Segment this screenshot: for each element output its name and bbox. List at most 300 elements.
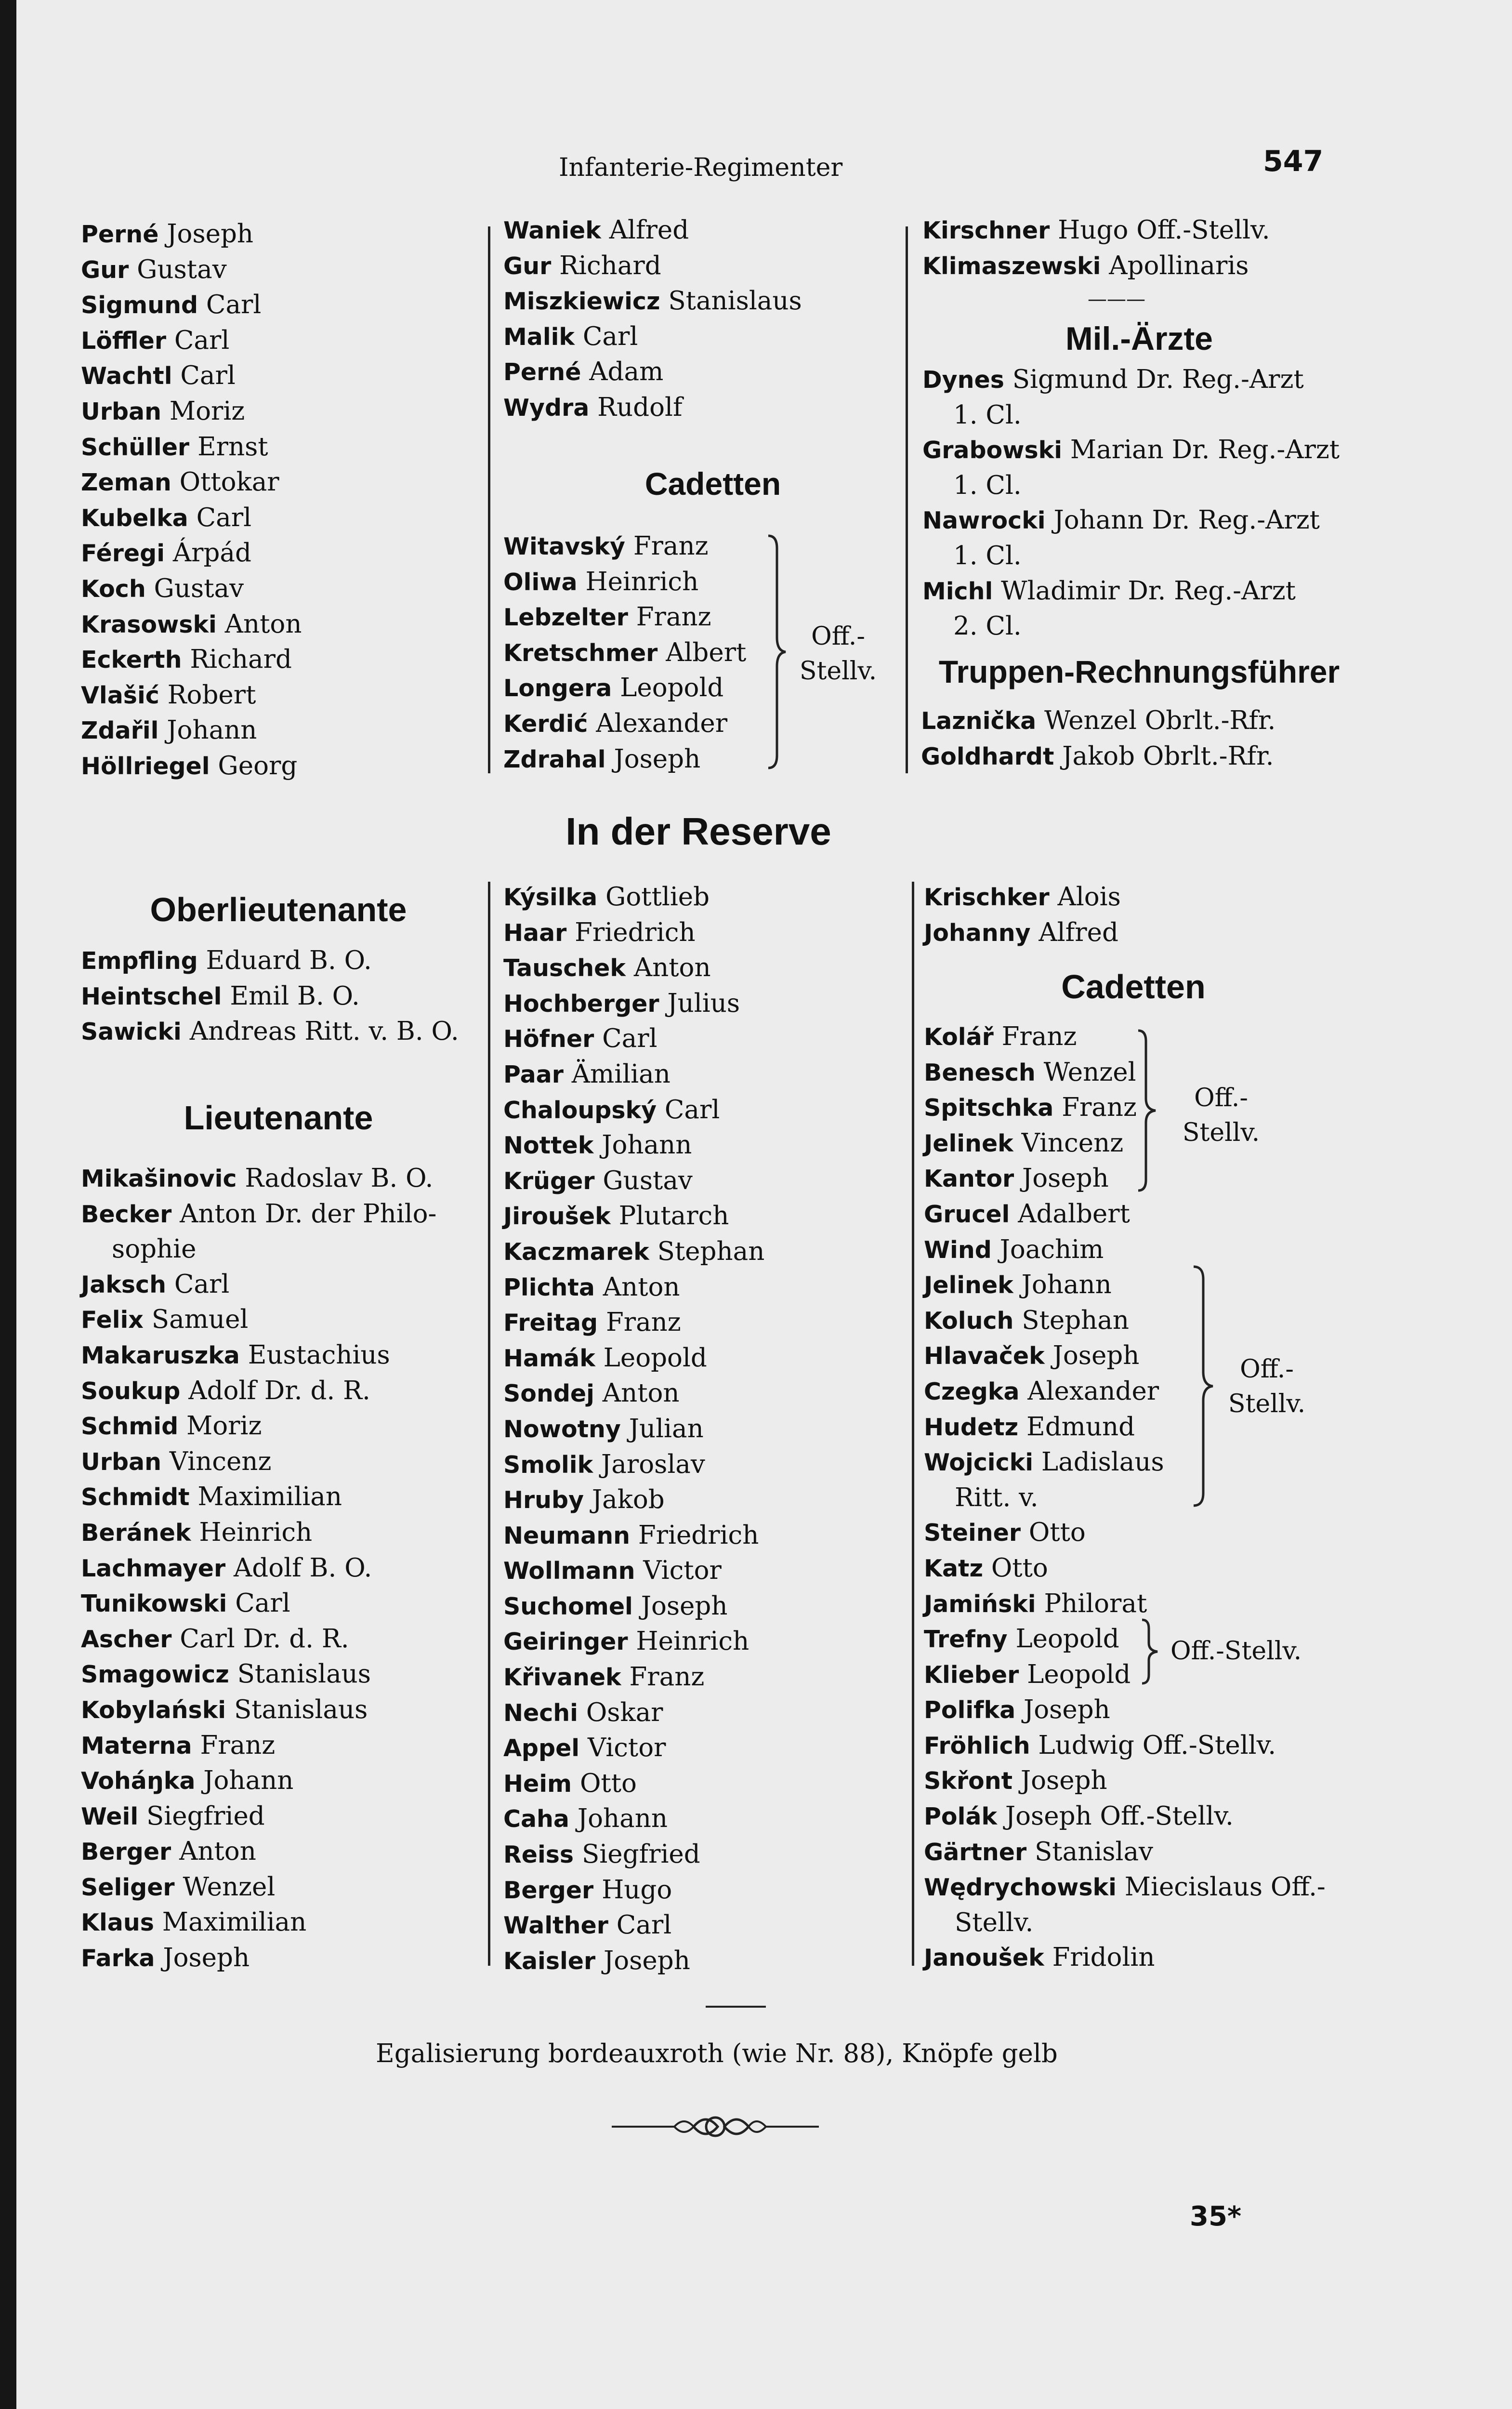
given-name-detail: Stanislaus (660, 286, 802, 316)
given-name-detail: Vincenz (161, 1446, 272, 1476)
surname: Berger (81, 1838, 171, 1866)
reserve-cadetten-list (924, 1019, 1326, 1976)
surname: Nowotny (503, 1415, 621, 1443)
given-name-detail: Ludwig Off.-Stellv. (1030, 1730, 1276, 1760)
given-name-detail: Ritt. v. (955, 1482, 1039, 1512)
given-name-detail: Otto (983, 1553, 1048, 1583)
given-name-detail: Rudolf (589, 392, 683, 422)
list-item (922, 213, 1270, 249)
surname: Seliger (81, 1873, 175, 1901)
surname: Klieber (924, 1661, 1019, 1689)
list-item (924, 1906, 1326, 1941)
given-name-detail: Jaroslav (593, 1449, 705, 1479)
surname: Spitschka (924, 1094, 1054, 1122)
surname: Křivanek (503, 1664, 621, 1692)
list-item (81, 358, 302, 394)
list-item (81, 1693, 436, 1728)
surname: Malik (503, 323, 575, 351)
given-name-detail: Ladislaus (1033, 1447, 1164, 1477)
given-name-detail: Eduard B. O. (197, 946, 372, 975)
given-name-detail: Hugo Off.-Stellv. (1050, 215, 1270, 245)
list-item (924, 1940, 1326, 1976)
list-item (924, 1019, 1326, 1055)
given-name-detail: Leopold (595, 1343, 707, 1373)
footer-rule (706, 2006, 766, 2008)
rechnungsfuehrer-heading: Truppen-Rechnungsführer (938, 654, 1340, 689)
surname: Gur (81, 256, 129, 284)
given-name-detail: Wladimir Dr. Reg.-Arzt (993, 576, 1296, 606)
list-item (503, 319, 802, 355)
list-item (922, 468, 1340, 503)
surname: Steiner (924, 1519, 1021, 1547)
given-name-detail: Siegfried (574, 1840, 700, 1869)
list-item (921, 739, 1275, 775)
given-name-detail: Gustav (129, 254, 227, 284)
given-name-detail: Siegfried (138, 1801, 265, 1831)
list-item (503, 1305, 764, 1341)
lieutenante-list (81, 1161, 436, 1976)
given-name-detail: Maximilian (154, 1907, 307, 1937)
list-item (924, 1551, 1326, 1587)
list-item (81, 749, 302, 784)
surname: Polák (924, 1803, 998, 1831)
list-item (81, 1161, 436, 1197)
active-column-2 (503, 213, 802, 426)
surname: Longera (503, 675, 612, 702)
active-column-1 (81, 217, 302, 784)
list-item (924, 1268, 1326, 1303)
given-name-detail: Joseph (632, 1591, 728, 1621)
list-item (503, 1873, 764, 1908)
surname: Koluch (924, 1307, 1014, 1335)
list-item (503, 1447, 764, 1483)
given-name-detail: Oskar (578, 1697, 663, 1727)
given-name-detail: Joachim (991, 1234, 1104, 1264)
given-name-detail: Alexander (1019, 1376, 1159, 1406)
brace-icon (763, 534, 792, 770)
given-name-detail: Ottokar (171, 467, 279, 497)
surname: Farka (81, 1945, 155, 1972)
given-name-detail: Eustachius (239, 1340, 390, 1370)
given-name-detail: Joseph (1014, 1164, 1109, 1193)
surname: Soukup (81, 1377, 181, 1405)
surname: Hamák (503, 1344, 595, 1372)
given-name-detail: Johann (569, 1804, 668, 1834)
surname: Waniek (503, 217, 601, 244)
surname: Laznička (921, 707, 1037, 735)
reserve-cadetten-heading: Cadetten (1061, 968, 1206, 1006)
list-item (81, 713, 302, 749)
surname: Reiss (503, 1841, 574, 1869)
surname: Schüller (81, 433, 190, 461)
surname: Zdrahal (503, 745, 606, 773)
surname: Féregi (81, 540, 165, 568)
list-item (81, 1941, 436, 1976)
given-name-detail: Joseph (595, 1946, 690, 1975)
list-item (503, 390, 802, 426)
given-name-detail: sophie (112, 1234, 197, 1264)
list-item (81, 394, 302, 430)
given-name-detail: Richard (551, 251, 661, 280)
given-name-detail: Carl (188, 503, 252, 532)
list-item (81, 1515, 436, 1551)
list-item (81, 1799, 436, 1835)
oberlieutenante-heading: Oberlieutenante (150, 891, 407, 928)
brace-icon (1134, 1029, 1163, 1192)
aerzte-list (922, 362, 1340, 644)
surname: Kýsilka (503, 884, 598, 911)
list-item (503, 1908, 764, 1944)
surname: Schmid (81, 1413, 179, 1441)
given-name-detail: Anton (216, 609, 302, 639)
given-name-detail: Adalbert (1010, 1199, 1130, 1229)
given-name-detail: Carl (172, 361, 236, 391)
list-item (922, 503, 1340, 539)
list-item (922, 539, 1340, 574)
list-item (503, 742, 746, 778)
given-name-detail: Franz (621, 1662, 705, 1692)
given-name-detail: Carl (575, 321, 638, 351)
list-item (924, 1728, 1326, 1764)
surname: Wind (924, 1236, 992, 1264)
list-item (503, 706, 746, 742)
surname: Miszkiewicz (503, 288, 660, 316)
surname: Wojcicki (924, 1449, 1034, 1477)
list-item (81, 1905, 436, 1941)
surname: Höfner (503, 1025, 594, 1053)
given-name-detail: Carl Dr. d. R. (171, 1624, 349, 1654)
surname: Kerdić (503, 710, 588, 738)
list-item (924, 1232, 1326, 1268)
surname: Chaloupský (503, 1096, 657, 1124)
list-item (81, 1014, 459, 1050)
given-name-detail: Stanislaus (229, 1659, 371, 1689)
list-item (503, 915, 764, 951)
list-item (81, 252, 302, 288)
surname: Krüger (503, 1167, 595, 1195)
list-item (81, 465, 302, 501)
list-item (81, 1409, 436, 1444)
given-name-detail: Sigmund Dr. Reg.-Arzt (1004, 365, 1304, 394)
given-name-detail: 1. Cl. (953, 541, 1022, 570)
surname: Perné (81, 221, 159, 248)
surname: Suchomel (503, 1592, 633, 1620)
signature-mark: 35* (1190, 2201, 1242, 2232)
surname: Czegka (924, 1377, 1020, 1405)
egalisierung-note: Egalisierung bordeauxroth (wie Nr. 88), Knöpfe gelb (376, 2039, 1058, 2068)
given-name-detail: Apollinaris (1101, 251, 1249, 280)
given-name-detail: Richard (182, 645, 292, 675)
surname: Janoušek (924, 1944, 1044, 1972)
list-item (81, 1232, 436, 1267)
running-head: Infanterie-Regimenter (559, 153, 843, 182)
list-item (81, 430, 302, 465)
list-item (503, 1624, 764, 1660)
surname: Heim (503, 1770, 572, 1798)
given-name-detail: Franz (993, 1022, 1077, 1051)
list-item (922, 362, 1340, 398)
list-item (924, 915, 1121, 951)
list-item (924, 1161, 1326, 1197)
list-item (503, 880, 764, 915)
list-item (81, 323, 302, 359)
given-name-detail: Franz (628, 602, 711, 632)
surname: Wędrychowski (924, 1874, 1117, 1902)
given-name-detail: Moriz (161, 396, 245, 426)
list-item (924, 1303, 1326, 1339)
list-item (81, 1551, 436, 1587)
reserve-column-3-top (924, 880, 1121, 951)
list-item (81, 678, 302, 714)
list-item (503, 1801, 764, 1837)
given-name-detail: Otto (1021, 1518, 1086, 1548)
surname: Weil (81, 1802, 139, 1830)
given-name-detail: Friedrich (566, 917, 696, 947)
given-name-detail: Johann Dr. Reg.-Arzt (1045, 505, 1320, 535)
given-name-detail: Victor (635, 1556, 722, 1586)
given-name-detail: Anton Dr. der Philo- (171, 1199, 437, 1229)
column-rule (488, 226, 490, 773)
list-item (81, 501, 302, 536)
given-name-detail: Joseph (155, 1943, 250, 1973)
list-item (503, 1057, 764, 1093)
given-name-detail: Árpád (165, 538, 251, 568)
surname: Johanny (924, 919, 1031, 947)
off-stellv-label: Off.-Stellv. (1170, 1637, 1302, 1666)
surname: Witavský (503, 533, 625, 560)
surname: Berger (503, 1876, 594, 1904)
given-name-detail: Gottlieb (597, 882, 710, 912)
given-name-detail: Victor (579, 1733, 666, 1763)
given-name-detail: Leopold (1007, 1624, 1119, 1654)
surname: Jelinek (924, 1129, 1013, 1157)
list-item (503, 600, 746, 635)
surname: Smolik (503, 1451, 593, 1479)
given-name-detail: Heinrich (191, 1517, 313, 1547)
list-item (81, 288, 302, 323)
given-name-detail: Anton (171, 1837, 256, 1866)
surname: Makaruszka (81, 1341, 240, 1369)
given-name-detail: Ernst (189, 432, 268, 462)
list-item (924, 1693, 1326, 1728)
surname: Nechi (503, 1699, 578, 1727)
given-name-detail: Moriz (178, 1411, 262, 1441)
given-name-detail: Wenzel (174, 1872, 276, 1902)
list-item (503, 1837, 764, 1873)
surname: Hudetz (924, 1413, 1019, 1441)
surname: Freitag (503, 1309, 598, 1337)
list-item (81, 1657, 436, 1693)
page-number: 547 (1263, 145, 1324, 178)
surname: Tunikowski (81, 1590, 227, 1618)
given-name-detail: Stephan (1013, 1305, 1130, 1335)
surname: Gur (503, 252, 552, 280)
given-name-detail: Ämilian (563, 1059, 671, 1089)
list-item (503, 284, 802, 319)
surname: Becker (81, 1200, 172, 1228)
list-item (503, 1128, 764, 1164)
surname: Wachtl (81, 362, 172, 390)
given-name-detail: Emil B. O. (222, 981, 360, 1011)
surname: Urban (81, 397, 161, 425)
given-name-detail: Philorat (1036, 1588, 1147, 1618)
list-item (503, 355, 802, 390)
surname: Sondej (503, 1380, 594, 1408)
given-name-detail: Carl (198, 290, 262, 320)
off-stellv-label: Off.- Stellv. (799, 622, 877, 686)
list-item (503, 1660, 764, 1695)
reserve-heading: In der Reserve (565, 810, 831, 853)
surname: Klimaszewski (922, 252, 1101, 280)
surname: Goldhardt (921, 742, 1054, 770)
surname: Schmidt (81, 1483, 190, 1511)
surname: Trefny (924, 1626, 1008, 1654)
surname: Geiringer (503, 1628, 628, 1656)
given-name-detail: Plutarch (610, 1201, 729, 1231)
given-name-detail: 1. Cl. (953, 470, 1022, 500)
surname: Plichta (503, 1273, 595, 1301)
list-item (503, 1270, 764, 1306)
given-name-detail: Anton (594, 1272, 680, 1302)
surname: Dynes (922, 366, 1004, 394)
given-name-detail: Friedrich (630, 1520, 759, 1550)
off-stellv-label: Off.- Stellv. (1228, 1355, 1306, 1418)
surname: Vlašić (81, 681, 159, 709)
given-name-detail: Johann (158, 715, 257, 745)
surname: Beránek (81, 1519, 191, 1547)
surname: Lebzelter (503, 604, 628, 632)
given-name-detail: Carl (166, 1269, 230, 1299)
given-name-detail: Leopold (612, 673, 724, 703)
given-name-detail: 1. Cl. (953, 400, 1022, 430)
given-name-detail: Adolf B. O. (225, 1553, 372, 1583)
surname: Klaus (81, 1909, 154, 1937)
given-name-detail: Carl (166, 325, 230, 355)
list-item (503, 1553, 764, 1589)
given-name-detail: Maximilian (189, 1482, 342, 1512)
list-item (503, 565, 746, 600)
given-name-detail: Franz (1053, 1093, 1137, 1123)
list-item (81, 607, 302, 643)
given-name-detail: Anton (594, 1378, 680, 1408)
list-item (81, 1763, 436, 1799)
given-name-detail: Wenzel Obrlt.-Rfr. (1036, 706, 1276, 735)
surname: Jiroušek (503, 1203, 611, 1231)
surname: Zeman (81, 469, 171, 497)
surname: Krischker (924, 884, 1050, 911)
surname: Ascher (81, 1625, 172, 1653)
list-item (503, 1021, 764, 1057)
surname: Koch (81, 575, 146, 603)
given-name-detail: Gustav (145, 573, 244, 603)
list-item (81, 536, 302, 571)
list-item (922, 249, 1270, 284)
surname: Katz (924, 1554, 983, 1582)
given-name-detail: Franz (625, 531, 709, 561)
given-name-detail: Franz (598, 1308, 681, 1337)
given-name-detail: Hugo (593, 1875, 672, 1905)
surname: Zdařil (81, 717, 159, 745)
list-item (503, 1766, 764, 1802)
list-item (503, 1944, 764, 1979)
surname: Perné (503, 358, 581, 386)
column-3-top (922, 213, 1270, 284)
list-item (503, 1518, 764, 1554)
surname: Kantor (924, 1165, 1014, 1193)
separator-dash: ——— (1088, 288, 1145, 310)
list-item (922, 398, 1340, 433)
given-name-detail: Stanislav (1026, 1837, 1153, 1866)
surname: Kaisler (503, 1947, 596, 1975)
given-name-detail: Johann (195, 1766, 294, 1796)
surname: Löffler (81, 327, 166, 355)
given-name-detail: Wenzel (1035, 1057, 1136, 1087)
list-item (503, 213, 802, 249)
column-rule (912, 882, 914, 1966)
surname: Voháŋka (81, 1767, 196, 1795)
reserve-column-2 (503, 880, 764, 1979)
given-name-detail: Georg (210, 751, 298, 781)
surname: Mikašinovic (81, 1165, 237, 1192)
surname: Fröhlich (924, 1732, 1030, 1760)
surname: Grabowski (922, 437, 1063, 464)
given-name-detail: Robert (159, 680, 256, 710)
surname: Kolář (924, 1023, 994, 1051)
list-item (81, 1480, 436, 1515)
surname: Michl (922, 577, 993, 605)
given-name-detail: Alfred (1030, 917, 1118, 947)
surname: Polifka (924, 1696, 1016, 1724)
list-item (81, 1834, 436, 1870)
surname: Heintschel (81, 982, 222, 1010)
list-item (924, 880, 1121, 915)
list-item (922, 609, 1340, 644)
brace-icon (1139, 1618, 1163, 1685)
cadetten-list (503, 529, 746, 777)
list-item (81, 1197, 436, 1232)
given-name-detail: Albert (657, 637, 747, 667)
list-item (924, 1587, 1326, 1622)
surname: Kobylański (81, 1696, 226, 1724)
surname: Oliwa (503, 568, 578, 596)
given-name-detail: Adam (581, 357, 664, 387)
surname: Smagowicz (81, 1661, 229, 1689)
given-name-detail: Joseph Off.-Stellv. (997, 1801, 1234, 1831)
given-name-detail: Jakob (584, 1485, 665, 1515)
list-item (81, 1870, 436, 1906)
list-item (81, 1622, 436, 1657)
surname: Jaksch (81, 1271, 166, 1298)
given-name-detail: 2. Cl. (953, 611, 1022, 641)
given-name-detail: Carl (657, 1095, 720, 1125)
surname: Wydra (503, 394, 590, 422)
surname: Kubelka (81, 504, 188, 532)
surname: Benesch (924, 1059, 1036, 1086)
surname: Sigmund (81, 291, 198, 319)
list-item (924, 1799, 1326, 1835)
given-name-detail: Edmund (1018, 1412, 1135, 1442)
given-name-detail: Julian (620, 1414, 704, 1443)
surname: Gärtner (924, 1838, 1027, 1866)
list-item (81, 1586, 436, 1622)
given-name-detail: Alexander (588, 708, 728, 738)
surname: Eckerth (81, 646, 182, 674)
surname: Felix (81, 1306, 144, 1334)
surname: Neumann (503, 1522, 631, 1549)
list-item (503, 1234, 764, 1270)
given-name-detail: Heinrich (577, 567, 699, 596)
list-item (503, 1164, 764, 1199)
